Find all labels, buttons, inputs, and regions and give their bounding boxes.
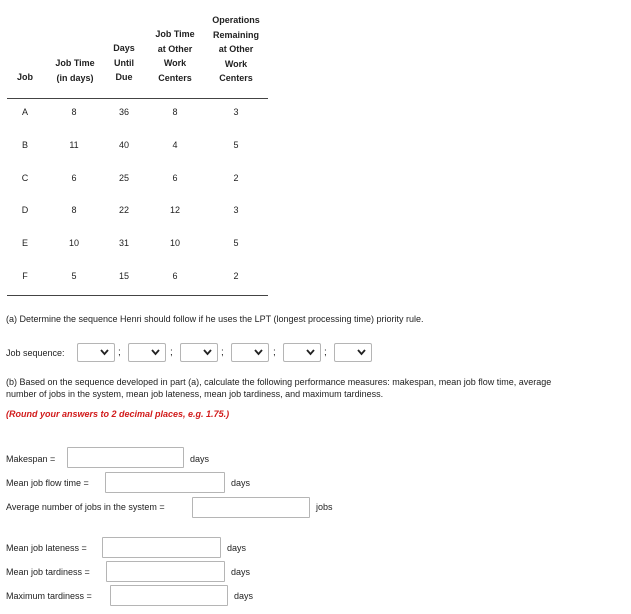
col-header-due-line3: Due xyxy=(115,72,133,82)
cell-due: 22 xyxy=(118,205,129,215)
cell-job-time: 8 xyxy=(71,107,77,117)
part-b-prompt-line1: (b) Based on the sequence developed in part (a), calculate the following performance measures: makespan, mean job flow time, average xyxy=(6,377,552,387)
cell-other-time: 4 xyxy=(172,140,178,150)
sequence-separator: ; xyxy=(273,347,276,358)
cell-job: E xyxy=(21,238,28,248)
cell-ops: 2 xyxy=(233,271,239,281)
cell-job-time: 5 xyxy=(71,271,77,281)
cell-ops: 5 xyxy=(233,238,239,248)
col-header-ops-line1: Operations xyxy=(212,15,260,25)
sequence-separator: ; xyxy=(221,347,224,358)
col-header-job-time-other xyxy=(148,27,202,85)
cell-job-time: 8 xyxy=(71,205,77,215)
col-header-ops-line2: Remaining xyxy=(212,29,259,40)
mean-lateness-input[interactable] xyxy=(102,537,221,558)
job-sequence-select-5[interactable] xyxy=(283,343,321,362)
makespan-unit: days xyxy=(190,454,210,464)
col-header-ops-remaining xyxy=(203,13,269,86)
cell-ops: 2 xyxy=(233,173,239,183)
job-sequence-select-1[interactable] xyxy=(77,343,115,362)
mean-lateness-unit: days xyxy=(227,543,247,553)
cell-job: F xyxy=(22,271,28,281)
cell-due: 40 xyxy=(118,140,129,150)
chevron-down-icon xyxy=(203,349,212,356)
cell-due: 31 xyxy=(118,238,129,248)
job-sequence-select-2[interactable] xyxy=(128,343,166,362)
avg-jobs-label: Average number of jobs in the system = xyxy=(6,502,165,512)
job-sequence-select-6[interactable] xyxy=(334,343,372,362)
col-header-other-line1: Job Time xyxy=(155,29,195,39)
chevron-down-icon xyxy=(357,349,366,356)
col-header-other-line3: Work xyxy=(163,58,187,68)
cell-other-time: 6 xyxy=(172,173,178,183)
cell-job-time: 11 xyxy=(69,140,79,150)
cell-due: 15 xyxy=(118,271,129,281)
cell-job-time: 10 xyxy=(68,238,79,248)
col-header-job-time-line1: Job Time xyxy=(55,58,95,68)
sequence-separator: ; xyxy=(324,347,327,358)
part-b-prompt xyxy=(6,376,626,400)
col-header-other-line4: Centers xyxy=(158,72,192,83)
cell-ops: 5 xyxy=(233,140,239,150)
mean-lateness-label: Mean job lateness = xyxy=(6,543,87,553)
avg-jobs-unit: jobs xyxy=(316,502,333,512)
chevron-down-icon xyxy=(100,349,109,356)
rounding-note: (Round your answers to 2 decimal places, e.g. 1.75.) xyxy=(6,409,230,419)
col-header-other-line2: at Other xyxy=(157,43,193,54)
col-header-job: Job xyxy=(16,72,33,82)
sequence-separator: ; xyxy=(170,347,173,358)
mean-tardiness-label: Mean job tardiness = xyxy=(6,567,90,577)
col-header-ops-line5: Centers xyxy=(219,73,253,83)
chevron-down-icon xyxy=(151,349,160,356)
part-a-prompt: (a) Determine the sequence Henri should follow if he uses the LPT (longest processing time) priority rule. xyxy=(6,314,424,324)
mean-flow-time-label: Mean job flow time = xyxy=(6,478,89,488)
col-header-job-time-line2: (in days) xyxy=(56,72,94,83)
part-b-prompt-line2: number of jobs in the system, mean job lateness, mean job tardiness, and maximum tardiness. xyxy=(6,389,384,399)
makespan-label: Makespan = xyxy=(6,454,56,464)
cell-job: A xyxy=(21,107,28,117)
mean-tardiness-input[interactable] xyxy=(106,561,225,582)
col-header-days-until-due xyxy=(104,41,144,85)
mean-flow-time-unit: days xyxy=(231,478,251,488)
mean-flow-time-input[interactable] xyxy=(105,472,225,493)
col-header-ops-line4: Work xyxy=(224,58,248,69)
avg-jobs-input[interactable] xyxy=(192,497,310,518)
chevron-down-icon xyxy=(306,349,315,356)
cell-ops: 3 xyxy=(233,205,239,215)
job-sequence-select-3[interactable] xyxy=(180,343,218,362)
cell-other-time: 12 xyxy=(169,205,180,215)
cell-job-time: 6 xyxy=(71,173,77,183)
cell-job: D xyxy=(21,205,29,215)
table-header-rule xyxy=(7,98,268,99)
cell-ops: 3 xyxy=(233,107,239,117)
makespan-input[interactable] xyxy=(67,447,184,468)
table-bottom-rule xyxy=(7,295,268,296)
mean-tardiness-unit: days xyxy=(231,567,251,577)
cell-other-time: 10 xyxy=(169,238,180,248)
cell-other-time: 8 xyxy=(172,107,178,117)
sequence-separator: ; xyxy=(118,347,121,358)
cell-other-time: 6 xyxy=(172,271,178,281)
job-sequence-label: Job sequence: xyxy=(6,348,65,358)
cell-job: B xyxy=(21,140,28,150)
max-tardiness-input[interactable] xyxy=(110,585,228,606)
col-header-due-line2: Until xyxy=(114,57,134,68)
col-header-due-line1: Days xyxy=(113,43,135,53)
col-header-job-time xyxy=(48,56,102,85)
cell-due: 36 xyxy=(118,107,129,117)
cell-job: C xyxy=(21,173,29,183)
max-tardiness-label: Maximum tardiness = xyxy=(6,591,92,601)
max-tardiness-unit: days xyxy=(234,591,254,601)
cell-due: 25 xyxy=(118,173,129,183)
chevron-down-icon xyxy=(254,349,263,356)
job-sequence-select-4[interactable] xyxy=(231,343,269,362)
col-header-ops-line3: at Other xyxy=(218,44,254,54)
